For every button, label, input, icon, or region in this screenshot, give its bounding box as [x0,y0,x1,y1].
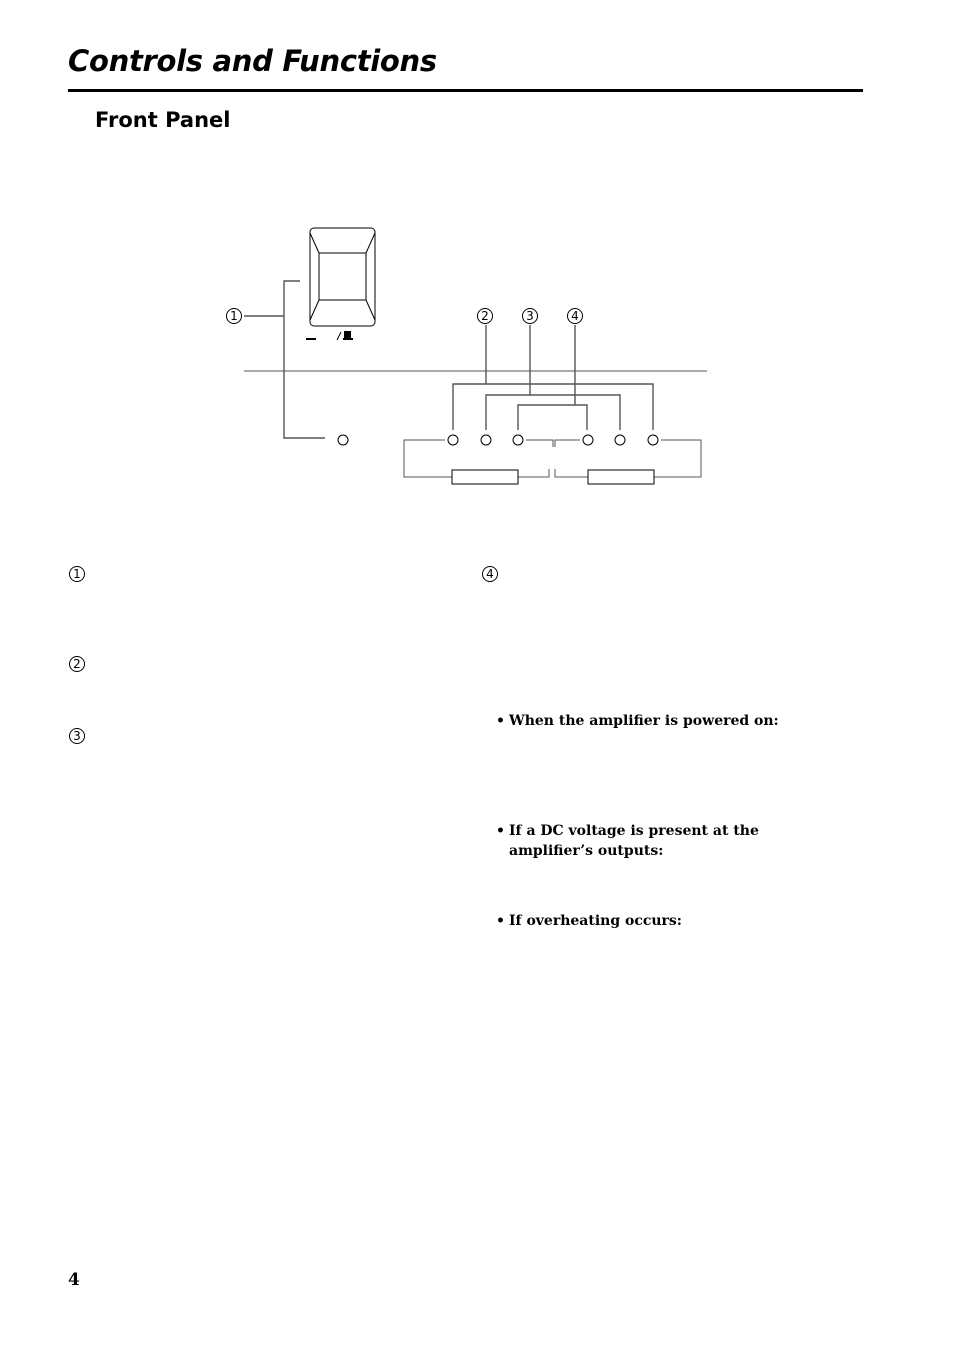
diagram-callout-3: 3 [522,308,538,324]
note-dc-voltage: • If a DC voltage is present at the amplifier’s outputs: [496,823,759,859]
diagram-callout-1: 1 [226,308,242,324]
indicator-led [583,435,593,445]
page-number: 4 [68,1270,80,1290]
indicator-led [513,435,523,445]
indicator-led [615,435,625,445]
front-panel-diagram [0,0,954,520]
callout-2-leader [453,325,653,430]
description-marker-4: 4 [482,566,498,582]
indicator-led [448,435,458,445]
page-title: Controls and Functions [68,44,437,78]
callout-4-leader [518,325,587,430]
callout-3-leader [486,325,620,430]
channel-label-boxes [452,470,654,484]
diagram-callout-4: 4 [567,308,583,324]
channel-bracket-frames [404,440,701,477]
description-marker-2: 2 [69,656,85,672]
channel-a-label-box [452,470,518,484]
note-powered-on: • When the amplifier is powered on: [496,713,779,729]
callout-1-leader [244,281,325,438]
channel-b-label-box [588,470,654,484]
section-heading: Front Panel [95,108,231,132]
indicator-led [648,435,658,445]
indicator-led [481,435,491,445]
description-marker-3: 3 [69,728,85,744]
power-switch-illustration [310,228,375,326]
note-overheating: • If overheating occurs: [496,913,682,929]
diagram-callout-2: 2 [477,308,493,324]
power-indicator-led [338,435,348,445]
description-marker-1: 1 [69,566,85,582]
switch-markings [306,331,353,340]
